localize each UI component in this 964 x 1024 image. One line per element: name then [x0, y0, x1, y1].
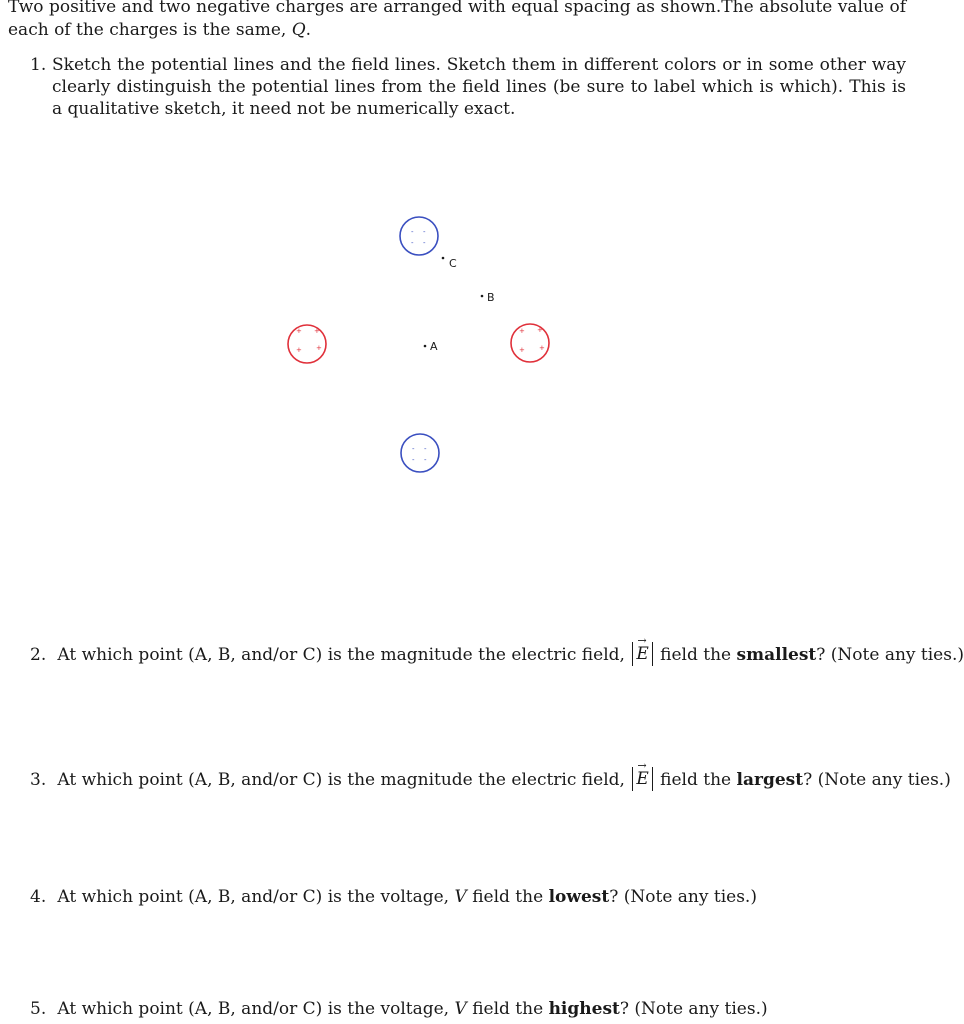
svg-text:+: +	[296, 327, 302, 335]
point-c-label: C	[449, 257, 457, 270]
svg-text:+: +	[296, 346, 302, 354]
svg-text:-: -	[424, 445, 427, 453]
point-a-label: A	[430, 340, 438, 353]
svg-text:-: -	[412, 445, 415, 453]
svg-text:+: +	[316, 344, 322, 352]
question-number: 5.	[30, 999, 47, 1019]
question-5	[30, 998, 908, 1020]
svg-text:-: -	[423, 239, 426, 247]
svg-text:+: +	[539, 344, 545, 352]
svg-text:-: -	[424, 456, 427, 464]
question-text-mid: field the	[472, 887, 544, 907]
question-text: At which point (A, B, and/or C) is the magnitude the electric field,	[57, 770, 625, 790]
question-text-mid: field the	[472, 999, 544, 1019]
svg-text:-: -	[411, 239, 414, 247]
svg-text:-: -	[423, 228, 426, 236]
question-text: At which point (A, B, and/or C) is the voltage,	[57, 887, 450, 907]
question-number: 4.	[30, 887, 47, 907]
voltage-symbol: V	[454, 999, 467, 1019]
voltage-symbol: V	[454, 887, 467, 907]
negative-charge-bottom	[401, 434, 439, 472]
point-b-label: B	[487, 291, 495, 304]
question-number: 1.	[30, 55, 47, 75]
point-a	[424, 340, 438, 353]
question-3	[30, 768, 951, 792]
question-text-end: ? (Note any ties.)	[816, 645, 964, 665]
svg-text:+: +	[537, 326, 543, 334]
svg-text:-: -	[411, 228, 414, 236]
question-text: Sketch the potential lines and the field lines. Sketch them in different colors or in some other way clearly distinguish the potential lines from the field lines (be sure to label which is which). This is a qualitative sketch, it need not be numerically exact.	[52, 55, 906, 119]
question-2	[30, 643, 964, 667]
point-b	[481, 291, 495, 304]
positive-charge-left	[288, 325, 326, 363]
question-keyword: largest	[736, 770, 804, 790]
question-text-mid: field the	[660, 645, 732, 665]
svg-text:+: +	[519, 346, 525, 354]
svg-text:-: -	[412, 456, 415, 464]
svg-text:+: +	[314, 327, 320, 335]
question-4	[30, 886, 908, 908]
question-keyword: smallest	[736, 645, 817, 665]
question-number: 2.	[30, 645, 47, 665]
negative-charge-top	[400, 217, 438, 255]
question-keyword: lowest	[548, 887, 610, 907]
question-text-end: ? (Note any ties.)	[803, 770, 951, 790]
field-magnitude-symbol: → E	[632, 767, 652, 791]
field-magnitude-symbol: → E	[632, 642, 652, 666]
intro-text: Two positive and two negative charges are arranged with equal spacing as shown.The absolute value of each of the charges is the same,	[8, 0, 906, 40]
question-keyword: highest	[548, 999, 620, 1019]
question-text: At which point (A, B, and/or C) is the voltage,	[57, 999, 450, 1019]
question-number: 3.	[30, 770, 47, 790]
intro-period: .	[305, 20, 312, 40]
positive-charge-right	[511, 324, 549, 362]
question-text-end: ? (Note any ties.)	[609, 887, 757, 907]
charge-symbol-q: Q	[291, 20, 306, 40]
svg-text:+: +	[519, 327, 525, 335]
point-c	[442, 257, 457, 270]
question-text-end: ? (Note any ties.)	[619, 999, 768, 1019]
question-text: At which point (A, B, and/or C) is the magnitude the electric field,	[57, 645, 625, 665]
question-text-mid: field the	[660, 770, 732, 790]
